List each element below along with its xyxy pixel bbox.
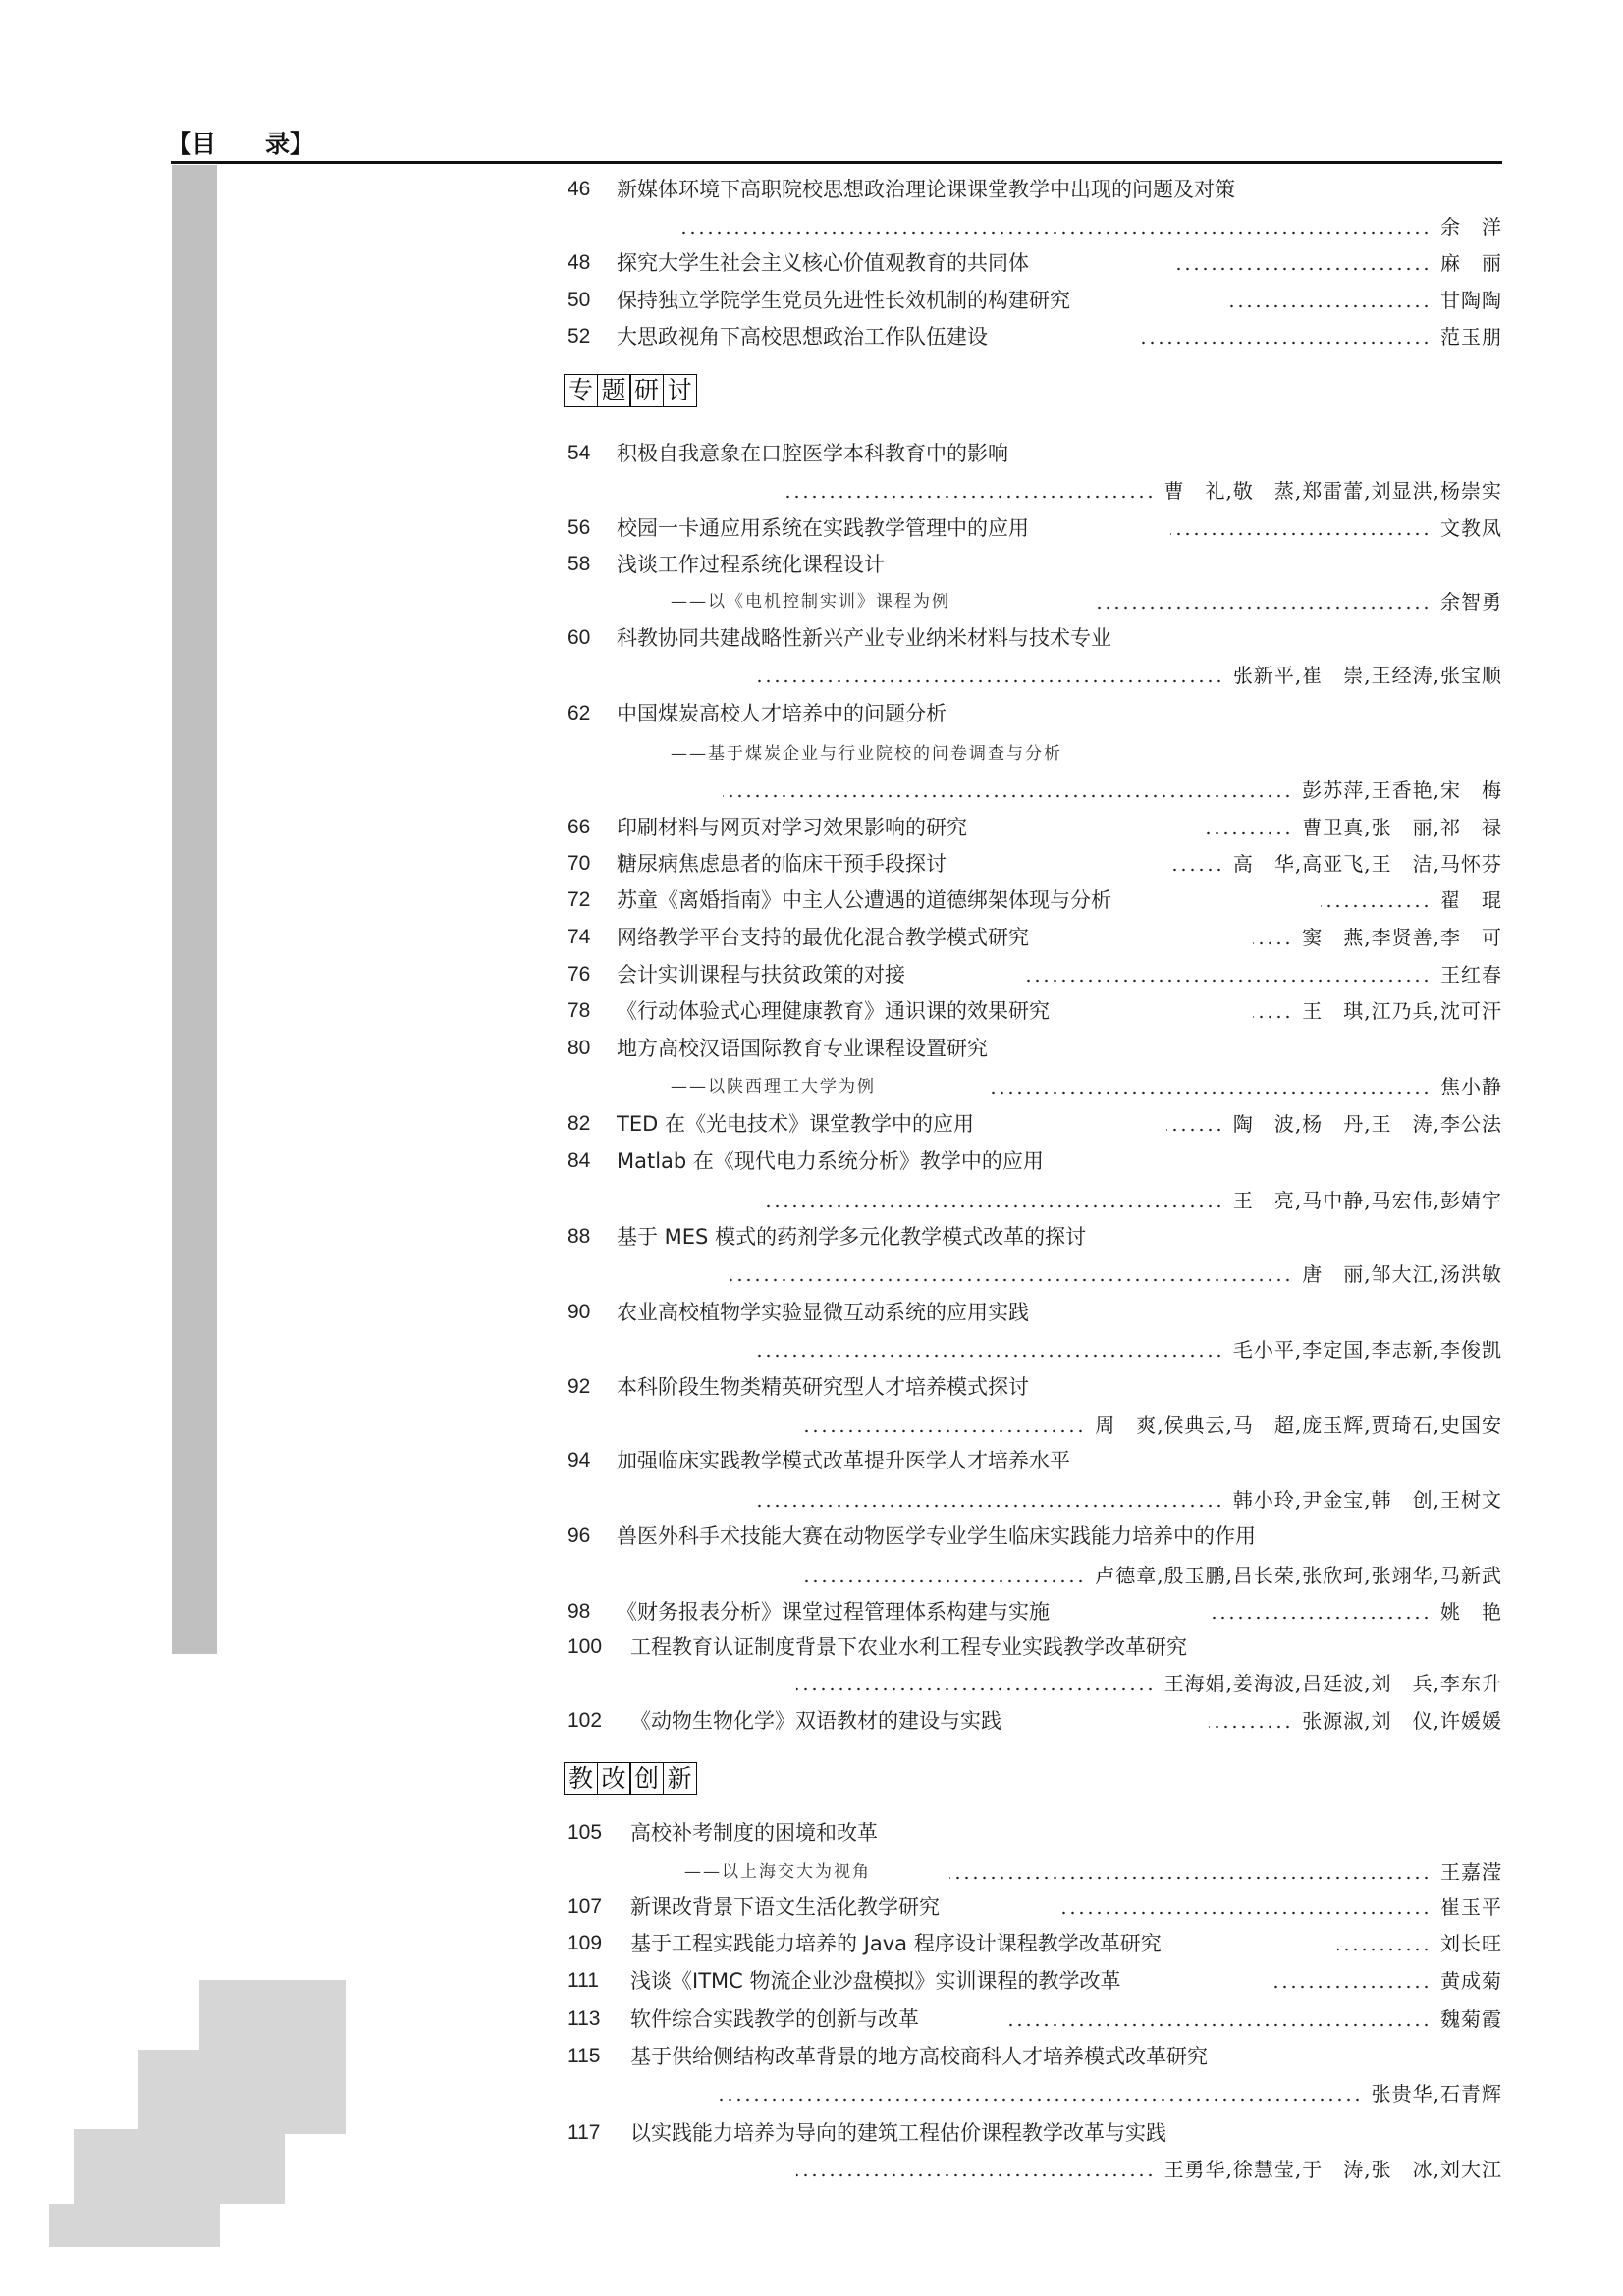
page-number: 102 [568, 1709, 603, 1732]
page-number: 66 [568, 816, 591, 838]
entry-title: 软件综合实践教学的创新与改革 [630, 2007, 919, 2031]
entry-authors: 张源淑,刘 仪,许媛媛 [1302, 1709, 1502, 1733]
entry-title: 《财务报表分析》课堂过程管理体系构建与实施 [617, 1600, 1050, 1624]
page-number: 92 [568, 1375, 591, 1398]
page-number: 84 [568, 1149, 591, 1172]
author-line [671, 212, 1502, 241]
section-char: 改 [597, 1762, 631, 1795]
page-number: 109 [568, 1932, 603, 1954]
entry-authors: 余智勇 [1440, 590, 1502, 614]
dot-leader [1273, 1985, 1431, 1989]
section-char: 研 [629, 374, 664, 407]
entry-authors: 文教凤 [1440, 516, 1502, 540]
dot-leader [1097, 606, 1431, 610]
header-rule-divider [171, 161, 1502, 164]
dot-leader [757, 1354, 1223, 1358]
entry-title: 校园一卡通应用系统在实践教学管理中的应用 [617, 516, 1029, 540]
entry-title: 以实践能力培养为导向的建筑工程估价课程教学改革与实践 [630, 2121, 1166, 2145]
author-line [684, 2155, 1502, 2184]
entry-title: 基于工程实践能力培养的 Java 程序设计课程教学改革研究 [630, 1932, 1162, 1955]
dot-leader [728, 1278, 1292, 1282]
entry-title: 保持独立学院学生党员先进性长效机制的构建研究 [617, 289, 1070, 312]
entry-title: 《动物生物化学》双语教材的建设与实践 [630, 1709, 1001, 1733]
dot-leader [1229, 304, 1431, 308]
entry-authors: 焦小静 [1440, 1075, 1502, 1098]
dot-leader [762, 1204, 1223, 1208]
dot-leader [1008, 2023, 1431, 2027]
dot-leader [723, 794, 1292, 798]
page-number: 72 [568, 888, 591, 911]
page-number: 107 [568, 1896, 603, 1918]
page-number: 117 [568, 2121, 601, 2144]
dot-leader [800, 1429, 1085, 1433]
toc-entry[interactable] [568, 849, 1502, 879]
entry-title: 积极自我意象在口腔医学本科教育中的影响 [617, 442, 1008, 465]
entry-authors: 王嘉滢 [1440, 1860, 1502, 1884]
author-line [671, 476, 1502, 506]
page-number: 105 [568, 1821, 603, 1843]
page-number: 96 [568, 1524, 591, 1547]
toc-entry[interactable] [568, 1522, 1502, 1551]
toc-entry[interactable] [568, 996, 1502, 1026]
dot-leader [1173, 267, 1431, 271]
dot-leader [1023, 979, 1431, 983]
entry-title: 探究大学生社会主义核心价值观教育的共同体 [617, 251, 1029, 275]
page-number: 52 [568, 325, 591, 347]
author-line [671, 587, 1502, 616]
entry-title: Matlab 在《现代电力系统分析》教学中的应用 [617, 1149, 1044, 1173]
dot-leader [782, 495, 1155, 499]
dot-leader [1321, 904, 1431, 908]
entry-authors: 姚 艳 [1440, 1600, 1502, 1624]
author-line [671, 1411, 1502, 1440]
page-number: 111 [568, 1969, 599, 1992]
dot-leader [714, 2098, 1362, 2102]
page-number: 90 [568, 1301, 591, 1323]
author-line [671, 775, 1502, 805]
entry-authors: 张新平,崔 崇,王经涛,张宝顺 [1232, 664, 1502, 687]
entry-title: 农业高校植物学实验显微互动系统的应用实践 [617, 1301, 1029, 1324]
entry-authors: 唐 丽,邹大江,汤洪敏 [1302, 1262, 1502, 1286]
entry-authors: 魏菊霞 [1440, 2007, 1502, 2031]
entry-title: 中国煤炭高校人才培养中的问题分析 [617, 702, 947, 725]
page-number: 80 [568, 1037, 591, 1059]
entry-authors: 陶 波,杨 丹,王 涛,李公法 [1232, 1112, 1502, 1136]
entry-title: 基于 MES 模式的药剂学多元化教学模式改革的探讨 [617, 1225, 1087, 1249]
dot-leader [1253, 941, 1292, 945]
entry-authors: 范玉朋 [1440, 325, 1502, 348]
page-number: 50 [568, 289, 591, 311]
toc-entry[interactable] [568, 1818, 1502, 1847]
section-heading-teaching-reform [564, 1762, 695, 1795]
author-line [671, 1485, 1502, 1515]
entry-authors: 张贵华,石青辉 [1371, 2082, 1502, 2106]
section-char: 新 [663, 1762, 697, 1795]
entry-authors: 周 爽,侯典云,马 超,庞玉辉,贾琦石,史国安 [1095, 1414, 1502, 1437]
toc-entry[interactable] [568, 1222, 1502, 1252]
section-heading-special-topics [564, 374, 695, 407]
toc-entry[interactable] [568, 813, 1502, 842]
toc-entry[interactable] [568, 1632, 1502, 1662]
section-char: 创 [629, 1762, 664, 1795]
page-number: 94 [568, 1449, 591, 1471]
toc-entry[interactable] [568, 1893, 1502, 1922]
page-number: 113 [568, 2007, 601, 2030]
page-number: 98 [568, 1600, 591, 1623]
entry-subtitle: ——以陕西理工大学为例 [671, 1077, 876, 1096]
toc-entry[interactable] [568, 1372, 1502, 1402]
author-line [671, 1259, 1502, 1289]
entry-authors: 翟 琨 [1440, 888, 1502, 912]
author-line [671, 1335, 1502, 1364]
entry-authors: 曹 礼,敬 蒸,郑雷蕾,刘显洪,杨崇实 [1163, 479, 1502, 503]
toc-entry[interactable] [568, 1929, 1502, 1958]
page-header-title: 【目 录】 [167, 130, 315, 158]
page-number: 60 [568, 626, 591, 649]
entry-authors: 彭苏萍,王香艳,宋 梅 [1302, 778, 1502, 802]
entry-title: 工程教育认证制度背景下农业水利工程专业实践教学改革研究 [630, 1635, 1187, 1659]
toc-entry[interactable] [568, 322, 1502, 351]
entry-authors: 黄成菊 [1440, 1969, 1502, 1993]
entry-title: 地方高校汉语国际教育专业课程设置研究 [617, 1037, 988, 1060]
entry-authors: 余 洋 [1440, 215, 1502, 239]
entry-authors: 王海娟,姜海波,吕廷波,刘 兵,李东升 [1163, 1672, 1502, 1695]
dot-leader [757, 679, 1223, 683]
page-number: 100 [568, 1635, 603, 1658]
entry-title: 会计实训课程与扶贫政策的对接 [617, 963, 905, 987]
section-char: 讨 [663, 374, 697, 407]
toc-entry[interactable] [568, 1706, 1502, 1735]
dot-leader [1169, 868, 1223, 872]
toc-entry[interactable] [568, 1034, 1502, 1063]
dot-leader [1210, 1616, 1431, 1620]
toc-entry[interactable] [568, 439, 1502, 468]
toc-entry[interactable] [568, 175, 1502, 204]
toc-entry[interactable] [568, 513, 1502, 543]
page-number: 46 [568, 178, 591, 200]
entry-authors: 韩小玲,尹金宝,韩 创,王树文 [1232, 1488, 1502, 1512]
page-number: 78 [568, 999, 591, 1022]
entry-title: 加强临床实践教学模式改革提升医学人才培养水平 [617, 1449, 1070, 1472]
page-number: 56 [568, 516, 591, 539]
toc-entry[interactable] [568, 1109, 1502, 1139]
dot-leader [796, 2173, 1155, 2177]
decorative-side-bar [172, 165, 217, 1654]
author-line [684, 2079, 1502, 2109]
dot-leader [1209, 1725, 1292, 1729]
toc-entry[interactable] [568, 885, 1502, 915]
entry-authors: 高 华,高亚飞,王 洁,马怀芬 [1232, 852, 1502, 876]
entry-title: 新课改背景下语文生活化教学研究 [630, 1896, 940, 1919]
section-char: 专 [564, 374, 598, 407]
section-char: 教 [564, 1762, 598, 1795]
page-number: 82 [568, 1112, 591, 1135]
page-number: 76 [568, 963, 591, 986]
author-line [671, 1561, 1502, 1590]
entry-authors: 崔玉平 [1440, 1896, 1502, 1919]
page-number: 48 [568, 251, 591, 274]
page-number: 54 [568, 442, 591, 464]
toc-entry[interactable] [568, 1446, 1502, 1475]
toc-entry[interactable] [568, 248, 1502, 278]
entry-title: 苏童《离婚指南》中主人公遭遇的道德绑架体现与分析 [617, 888, 1111, 912]
entry-authors: 曹卫真,张 丽,祁 禄 [1302, 816, 1502, 839]
dot-leader [800, 1579, 1085, 1583]
author-line [671, 1186, 1502, 1215]
toc-entry[interactable] [568, 2042, 1502, 2071]
entry-authors: 毛小平,李定国,李志新,李俊凯 [1232, 1338, 1502, 1362]
toc-entry[interactable] [568, 1966, 1502, 1996]
dot-leader [1057, 1911, 1431, 1915]
entry-title: 兽医外科手术技能大赛在动物医学专业学生临床实践能力培养中的作用 [617, 1524, 1256, 1548]
entry-subtitle: ——以《电机控制实训》课程为例 [671, 592, 950, 612]
toc-entry[interactable] [568, 1298, 1502, 1327]
entry-title: 本科阶段生物类精英研究型人才培养模式探讨 [617, 1375, 1029, 1399]
entry-subtitle: ——基于煤炭企业与行业院校的问卷调查与分析 [671, 744, 1062, 764]
decorative-block-4 [49, 2204, 220, 2247]
entry-title: 浅谈工作过程系统化课程设计 [617, 553, 885, 576]
entry-title: 网络教学平台支持的最优化混合教学模式研究 [617, 926, 1029, 949]
entry-title: 糖尿病焦虑患者的临床干预手段探讨 [617, 852, 947, 876]
dot-leader [949, 1876, 1431, 1880]
page-number: 70 [568, 852, 591, 875]
page-number: 62 [568, 702, 591, 724]
dot-leader [1170, 532, 1431, 536]
dot-leader [1337, 1948, 1431, 1951]
section-char: 题 [597, 374, 631, 407]
page-number: 58 [568, 553, 591, 575]
entry-authors: 麻 丽 [1440, 251, 1502, 275]
dot-leader [679, 231, 1431, 235]
toc-entry[interactable] [568, 1147, 1502, 1176]
toc-entry[interactable] [568, 550, 1502, 579]
dot-leader [1253, 1015, 1292, 1019]
dot-leader [1166, 1128, 1223, 1132]
entry-title: 浅谈《ITMC 物流企业沙盘模拟》实训课程的教学改革 [630, 1969, 1121, 1993]
entry-title: TED 在《光电技术》课堂教学中的应用 [617, 1112, 974, 1136]
dot-leader [757, 1504, 1223, 1508]
toc-entry[interactable] [568, 2004, 1502, 2034]
dot-leader [989, 1091, 1431, 1095]
entry-title: 高校补考制度的困境和改革 [630, 1821, 878, 1844]
author-line [684, 1857, 1502, 1887]
entry-title: 《行动体验式心理健康教育》通识课的效果研究 [617, 999, 1050, 1023]
toc-entry[interactable] [568, 1597, 1502, 1627]
toc-entry[interactable] [568, 699, 1502, 728]
entry-authors: 刘长旺 [1440, 1932, 1502, 1955]
author-line [671, 1072, 1502, 1101]
dot-leader [1136, 341, 1431, 345]
entry-authors: 王 亮,马中静,马宏伟,彭婧宇 [1232, 1189, 1502, 1212]
entry-title: 新媒体环境下高职院校思想政治理论课课堂教学中出现的问题及对策 [617, 178, 1235, 201]
entry-title: 大思政视角下高校思想政治工作队伍建设 [617, 325, 988, 348]
entry-authors: 卢德章,殷玉鹏,吕长荣,张欣珂,张翊华,马新武 [1095, 1564, 1502, 1587]
entry-authors: 窦 燕,李贤善,李 可 [1302, 926, 1502, 949]
toc-entry[interactable] [568, 286, 1502, 315]
author-line [684, 1669, 1502, 1698]
page-number: 115 [568, 2045, 601, 2067]
toc-entry[interactable] [568, 923, 1502, 952]
entry-title: 科教协同共建战略性新兴产业专业纳米材料与技术专业 [617, 626, 1111, 650]
page-number: 74 [568, 926, 591, 948]
entry-authors: 王 琪,江乃兵,沈可汗 [1302, 999, 1502, 1023]
toc-entry[interactable] [568, 2118, 1502, 2148]
entry-authors: 王红春 [1440, 963, 1502, 987]
entry-title: 基于供给侧结构改革背景的地方高校商科人才培养模式改革研究 [630, 2045, 1208, 2068]
entry-authors: 王勇华,徐慧莹,于 涛,张 冰,刘大江 [1163, 2158, 1502, 2181]
entry-authors: 甘陶陶 [1440, 289, 1502, 312]
toc-entry[interactable] [568, 623, 1502, 653]
toc-entry[interactable] [568, 960, 1502, 989]
entry-subtitle: ——以上海交大为视角 [684, 1862, 871, 1882]
dot-leader [796, 1687, 1155, 1691]
dot-leader [1204, 831, 1292, 835]
page-number: 88 [568, 1225, 591, 1248]
entry-title: 印刷材料与网页对学习效果影响的研究 [617, 816, 967, 839]
author-line [671, 661, 1502, 690]
